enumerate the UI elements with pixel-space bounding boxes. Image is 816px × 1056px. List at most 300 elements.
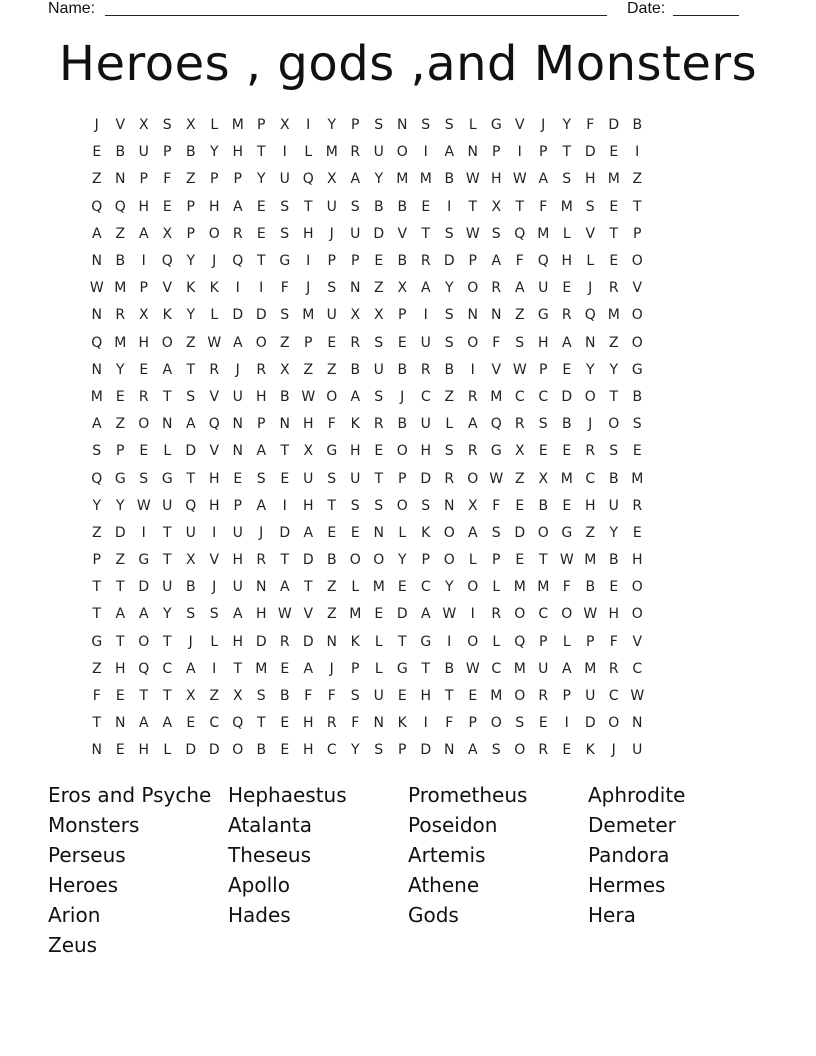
grid-letter: V xyxy=(209,388,220,405)
grid-letter: P xyxy=(539,361,548,378)
grid-letter: E xyxy=(115,742,125,759)
word-list-item: Hermes xyxy=(588,873,666,897)
grid-letter: S xyxy=(444,443,454,460)
grid-letter: P xyxy=(539,633,548,650)
grid-letter: E xyxy=(139,361,149,378)
grid-letter: M xyxy=(607,307,620,324)
grid-letter: V xyxy=(115,117,126,134)
grid-letter: B xyxy=(279,388,290,405)
word-list xyxy=(48,780,768,960)
grid-letter: P xyxy=(233,497,242,514)
grid-letter: W xyxy=(512,361,527,378)
grid-letter: T xyxy=(303,579,313,596)
grid-letter: R xyxy=(585,443,596,460)
grid-letter: G xyxy=(396,660,408,677)
grid-letter: O xyxy=(631,334,643,351)
grid-letter: O xyxy=(138,416,150,433)
grid-letter: S xyxy=(350,497,360,514)
grid-letter: T xyxy=(186,361,196,378)
grid-letter: L xyxy=(374,660,383,677)
grid-letter: P xyxy=(468,253,477,270)
grid-letter: X xyxy=(373,307,384,324)
grid-letter: A xyxy=(138,715,149,732)
grid-letter: Y xyxy=(186,253,196,270)
grid-letter: T xyxy=(444,688,454,705)
grid-letter: U xyxy=(326,198,337,215)
grid-letter: C xyxy=(420,388,431,405)
grid-letter: O xyxy=(138,633,150,650)
grid-letter: G xyxy=(279,253,291,270)
grid-row xyxy=(85,330,735,357)
grid-letter: O xyxy=(208,225,220,242)
grid-letter: B xyxy=(608,470,619,487)
grid-letter: E xyxy=(397,579,407,596)
grid-letter: I xyxy=(259,280,264,297)
grid-letter: C xyxy=(209,715,220,732)
grid-letter: J xyxy=(611,742,616,759)
grid-letter: B xyxy=(397,198,408,215)
grid-row xyxy=(85,194,735,221)
grid-letter: H xyxy=(537,334,549,351)
grid-letter: G xyxy=(420,633,432,650)
grid-letter: O xyxy=(514,688,526,705)
grid-letter: J xyxy=(541,117,546,134)
grid-letter: U xyxy=(538,280,549,297)
grid-letter: P xyxy=(186,198,195,215)
grid-row xyxy=(85,166,735,193)
grid-letter: L xyxy=(210,307,219,324)
grid-letter: I xyxy=(470,361,475,378)
grid-letter: H xyxy=(561,253,573,270)
grid-letter: Z xyxy=(115,416,126,433)
grid-letter: E xyxy=(538,715,548,732)
grid-letter: G xyxy=(138,552,150,569)
grid-letter: T xyxy=(609,388,619,405)
grid-letter: O xyxy=(537,524,549,541)
grid-letter: R xyxy=(467,443,478,460)
grid-letter: Y xyxy=(256,171,266,188)
grid-letter: T xyxy=(92,606,102,623)
grid-letter: W xyxy=(583,606,598,623)
grid-letter: T xyxy=(162,552,172,569)
grid-letter: C xyxy=(632,660,643,677)
grid-letter: S xyxy=(444,334,454,351)
grid-letter: Y xyxy=(92,497,102,514)
grid-letter: P xyxy=(492,144,501,161)
grid-letter: D xyxy=(255,307,267,324)
grid-letter: N xyxy=(115,715,126,732)
grid-letter: S xyxy=(374,742,384,759)
grid-letter: H xyxy=(302,742,314,759)
grid-letter: H xyxy=(232,144,244,161)
word-list-item: Perseus xyxy=(48,843,126,867)
grid-letter: Q xyxy=(185,497,197,514)
grid-letter: T xyxy=(609,225,619,242)
grid-letter: W xyxy=(512,171,527,188)
grid-letter: Z xyxy=(115,225,126,242)
grid-letter: E xyxy=(609,144,619,161)
grid-letter: D xyxy=(420,742,432,759)
grid-letter: F xyxy=(492,334,501,351)
grid-letter: X xyxy=(185,117,196,134)
grid-letter: D xyxy=(114,524,126,541)
grid-letter: B xyxy=(256,742,267,759)
grid-letter: N xyxy=(467,144,478,161)
grid-letter: Q xyxy=(138,660,150,677)
grid-letter: P xyxy=(257,117,266,134)
grid-letter: N xyxy=(91,361,102,378)
grid-letter: R xyxy=(256,361,267,378)
grid-letter: F xyxy=(280,280,289,297)
grid-letter: Y xyxy=(162,606,172,623)
grid-letter: O xyxy=(561,606,573,623)
grid-row xyxy=(85,221,735,248)
grid-letter: Q xyxy=(91,198,103,215)
grid-letter: Y xyxy=(397,552,407,569)
word-list-item: Hades xyxy=(228,903,291,927)
grid-row xyxy=(85,737,735,764)
grid-letter: S xyxy=(444,117,454,134)
grid-letter: H xyxy=(584,497,596,514)
grid-letter: J xyxy=(188,633,193,650)
grid-letter: O xyxy=(467,280,479,297)
grid-letter: K xyxy=(350,416,360,433)
grid-letter: L xyxy=(586,253,595,270)
grid-letter: S xyxy=(256,470,266,487)
grid-letter: S xyxy=(421,497,431,514)
grid-letter: Z xyxy=(444,388,455,405)
grid-letter: O xyxy=(255,334,267,351)
grid-letter: H xyxy=(138,334,150,351)
grid-letter: O xyxy=(467,579,479,596)
grid-letter: T xyxy=(162,633,172,650)
grid-letter: J xyxy=(400,388,405,405)
grid-letter: P xyxy=(633,225,642,242)
grid-letter: E xyxy=(562,443,572,460)
grid-letter: N xyxy=(444,497,455,514)
grid-letter: N xyxy=(91,307,102,324)
grid-letter: Q xyxy=(114,198,126,215)
grid-letter: L xyxy=(562,633,571,650)
grid-letter: S xyxy=(538,416,548,433)
grid-letter: E xyxy=(233,470,243,487)
grid-letter: D xyxy=(608,117,620,134)
word-list-item: Theseus xyxy=(228,843,312,867)
grid-letter: S xyxy=(491,225,501,242)
grid-letter: E xyxy=(92,144,102,161)
grid-letter: R xyxy=(491,606,502,623)
grid-letter: E xyxy=(115,388,125,405)
grid-letter: Z xyxy=(303,361,314,378)
grid-letter: R xyxy=(491,280,502,297)
grid-letter: P xyxy=(492,552,501,569)
grid-letter: E xyxy=(609,579,619,596)
grid-letter: M xyxy=(419,171,432,188)
grid-letter: B xyxy=(185,144,196,161)
grid-letter: R xyxy=(232,225,243,242)
grid-letter: L xyxy=(492,579,501,596)
grid-letter: X xyxy=(467,497,478,514)
grid-letter: Z xyxy=(209,688,220,705)
grid-letter: Q xyxy=(232,253,244,270)
grid-letter: Y xyxy=(444,579,454,596)
word-list-item: Hephaestus xyxy=(228,783,347,807)
word-list-item: Demeter xyxy=(588,813,676,837)
grid-letter: A xyxy=(256,443,267,460)
name-blank-line xyxy=(105,15,607,16)
grid-letter: J xyxy=(588,280,593,297)
grid-letter: O xyxy=(608,416,620,433)
date-label: Date: xyxy=(627,0,666,17)
grid-letter: N xyxy=(350,280,361,297)
grid-letter: W xyxy=(301,388,316,405)
grid-letter: A xyxy=(467,742,478,759)
grid-letter: B xyxy=(326,552,337,569)
grid-letter: M xyxy=(302,307,315,324)
grid-letter: H xyxy=(490,171,502,188)
grid-letter: T xyxy=(256,715,266,732)
grid-row xyxy=(85,302,735,329)
grid-letter: I xyxy=(635,144,640,161)
grid-letter: W xyxy=(442,606,457,623)
grid-letter: X xyxy=(538,470,549,487)
grid-letter: O xyxy=(349,552,361,569)
grid-letter: D xyxy=(584,715,596,732)
grid-letter: A xyxy=(115,606,126,623)
grid-letter: G xyxy=(490,443,502,460)
word-list-item: Eros and Psyche xyxy=(48,783,212,807)
grid-letter: Y xyxy=(562,117,572,134)
grid-letter: O xyxy=(631,253,643,270)
grid-letter: O xyxy=(514,742,526,759)
grid-letter: M xyxy=(513,579,526,596)
grid-letter: K xyxy=(209,280,219,297)
grid-letter: D xyxy=(514,524,526,541)
grid-letter: P xyxy=(210,171,219,188)
grid-letter: D xyxy=(302,552,314,569)
grid-row xyxy=(85,683,735,710)
grid-letter: P xyxy=(398,470,407,487)
grid-letter: D xyxy=(396,606,408,623)
grid-letter: Z xyxy=(326,579,337,596)
grid-letter: W xyxy=(89,280,104,297)
grid-letter: Z xyxy=(373,280,384,297)
grid-letter: Z xyxy=(185,334,196,351)
grid-letter: M xyxy=(255,660,268,677)
grid-letter: Y xyxy=(186,307,196,324)
grid-letter: L xyxy=(210,117,219,134)
grid-letter: Q xyxy=(208,416,220,433)
grid-letter: J xyxy=(259,524,264,541)
date-blank-line xyxy=(673,15,739,16)
grid-letter: K xyxy=(585,742,595,759)
grid-letter: R xyxy=(467,388,478,405)
grid-letter: E xyxy=(632,524,642,541)
grid-letter: S xyxy=(374,117,384,134)
word-list-item: Prometheus xyxy=(408,783,528,807)
grid-letter: W xyxy=(136,497,151,514)
grid-letter: B xyxy=(185,579,196,596)
grid-row xyxy=(85,574,735,601)
grid-letter: D xyxy=(443,253,455,270)
grid-letter: F xyxy=(327,416,336,433)
grid-letter: Y xyxy=(327,117,337,134)
grid-letter: S xyxy=(421,117,431,134)
grid-letter: B xyxy=(397,416,408,433)
grid-letter: H xyxy=(420,688,432,705)
grid-letter: O xyxy=(161,334,173,351)
grid-letter: J xyxy=(212,579,217,596)
word-list-item: Atalanta xyxy=(228,813,313,837)
grid-letter: X xyxy=(138,307,149,324)
grid-letter: N xyxy=(326,633,337,650)
grid-letter: U xyxy=(162,579,173,596)
grid-letter: S xyxy=(350,198,360,215)
grid-letter: Z xyxy=(115,552,126,569)
grid-letter: A xyxy=(138,606,149,623)
grid-letter: B xyxy=(608,552,619,569)
grid-letter: E xyxy=(280,742,290,759)
grid-letter: A xyxy=(185,416,196,433)
grid-letter: Z xyxy=(91,171,102,188)
grid-letter: O xyxy=(467,334,479,351)
grid-letter: G xyxy=(326,443,338,460)
grid-letter: T xyxy=(115,579,125,596)
grid-letter: C xyxy=(608,688,619,705)
grid-letter: X xyxy=(491,198,502,215)
grid-letter: Q xyxy=(91,334,103,351)
grid-letter: U xyxy=(585,688,596,705)
grid-letter: R xyxy=(209,361,220,378)
grid-letter: T xyxy=(421,660,431,677)
grid-letter: N xyxy=(373,715,384,732)
grid-letter: N xyxy=(91,742,102,759)
grid-letter: U xyxy=(420,416,431,433)
grid-letter: N xyxy=(232,443,243,460)
grid-letter: E xyxy=(538,443,548,460)
grid-letter: T xyxy=(374,470,384,487)
grid-letter: D xyxy=(185,443,197,460)
grid-letter: I xyxy=(447,198,452,215)
grid-letter: F xyxy=(304,688,313,705)
grid-letter: A xyxy=(467,416,478,433)
grid-letter: A xyxy=(232,198,243,215)
grid-letter: T xyxy=(562,144,572,161)
grid-letter: W xyxy=(465,171,480,188)
grid-letter: F xyxy=(515,253,524,270)
grid-letter: I xyxy=(141,524,146,541)
grid-letter: I xyxy=(141,253,146,270)
grid-letter: R xyxy=(115,307,126,324)
grid-letter: A xyxy=(467,524,478,541)
grid-letter: V xyxy=(491,361,502,378)
grid-letter: P xyxy=(562,688,571,705)
grid-letter: H xyxy=(255,606,267,623)
grid-letter: S xyxy=(350,688,360,705)
grid-letter: I xyxy=(423,307,428,324)
grid-letter: M xyxy=(114,334,127,351)
grid-letter: F xyxy=(92,688,101,705)
grid-letter: S xyxy=(491,742,501,759)
grid-letter: T xyxy=(303,198,313,215)
grid-row xyxy=(85,629,735,656)
grid-letter: A xyxy=(91,416,102,433)
grid-letter: E xyxy=(115,688,125,705)
grid-letter: H xyxy=(208,497,220,514)
grid-letter: B xyxy=(115,144,126,161)
grid-letter: Q xyxy=(514,633,526,650)
grid-letter: J xyxy=(329,225,334,242)
grid-letter: I xyxy=(306,253,311,270)
grid-letter: H xyxy=(584,171,596,188)
grid-letter: E xyxy=(609,253,619,270)
grid-letter: T xyxy=(468,198,478,215)
grid-letter: I xyxy=(517,144,522,161)
grid-letter: P xyxy=(421,552,430,569)
grid-letter: I xyxy=(235,280,240,297)
grid-letter: Z xyxy=(608,334,619,351)
grid-row xyxy=(85,547,735,574)
grid-letter: P xyxy=(468,715,477,732)
grid-letter: R xyxy=(420,253,431,270)
grid-letter: L xyxy=(492,633,501,650)
grid-letter: O xyxy=(467,470,479,487)
grid-letter: T xyxy=(280,552,290,569)
grid-letter: R xyxy=(279,633,290,650)
grid-letter: X xyxy=(162,225,173,242)
grid-row xyxy=(85,275,735,302)
grid-letter: J xyxy=(94,117,99,134)
grid-letter: M xyxy=(513,660,526,677)
grid-letter: N xyxy=(91,253,102,270)
grid-letter: L xyxy=(374,633,383,650)
grid-letter: O xyxy=(232,742,244,759)
grid-letter: P xyxy=(92,552,101,569)
grid-letter: U xyxy=(232,388,243,405)
grid-letter: R xyxy=(514,416,525,433)
grid-letter: X xyxy=(232,688,243,705)
grid-row xyxy=(85,248,735,275)
grid-letter: M xyxy=(584,552,597,569)
grid-letter: H xyxy=(208,470,220,487)
grid-letter: A xyxy=(279,579,290,596)
grid-letter: I xyxy=(423,715,428,732)
grid-letter: O xyxy=(467,633,479,650)
grid-letter: U xyxy=(303,470,314,487)
grid-letter: O xyxy=(396,443,408,460)
grid-letter: X xyxy=(185,688,196,705)
grid-letter: V xyxy=(303,606,314,623)
grid-letter: F xyxy=(586,117,595,134)
grid-letter: P xyxy=(398,742,407,759)
grid-letter: M xyxy=(560,198,573,215)
grid-letter: R xyxy=(350,334,361,351)
grid-letter: R xyxy=(608,660,619,677)
grid-letter: D xyxy=(208,742,220,759)
grid-letter: S xyxy=(374,334,384,351)
grid-letter: M xyxy=(325,144,338,161)
word-list-item: Heroes xyxy=(48,873,119,897)
grid-letter: C xyxy=(326,742,337,759)
grid-letter: D xyxy=(232,307,244,324)
grid-letter: B xyxy=(115,253,126,270)
grid-letter: V xyxy=(397,225,408,242)
grid-letter: T xyxy=(162,524,172,541)
grid-letter: Z xyxy=(185,171,196,188)
grid-letter: R xyxy=(538,742,549,759)
grid-letter: F xyxy=(609,633,618,650)
grid-letter: M xyxy=(490,688,503,705)
